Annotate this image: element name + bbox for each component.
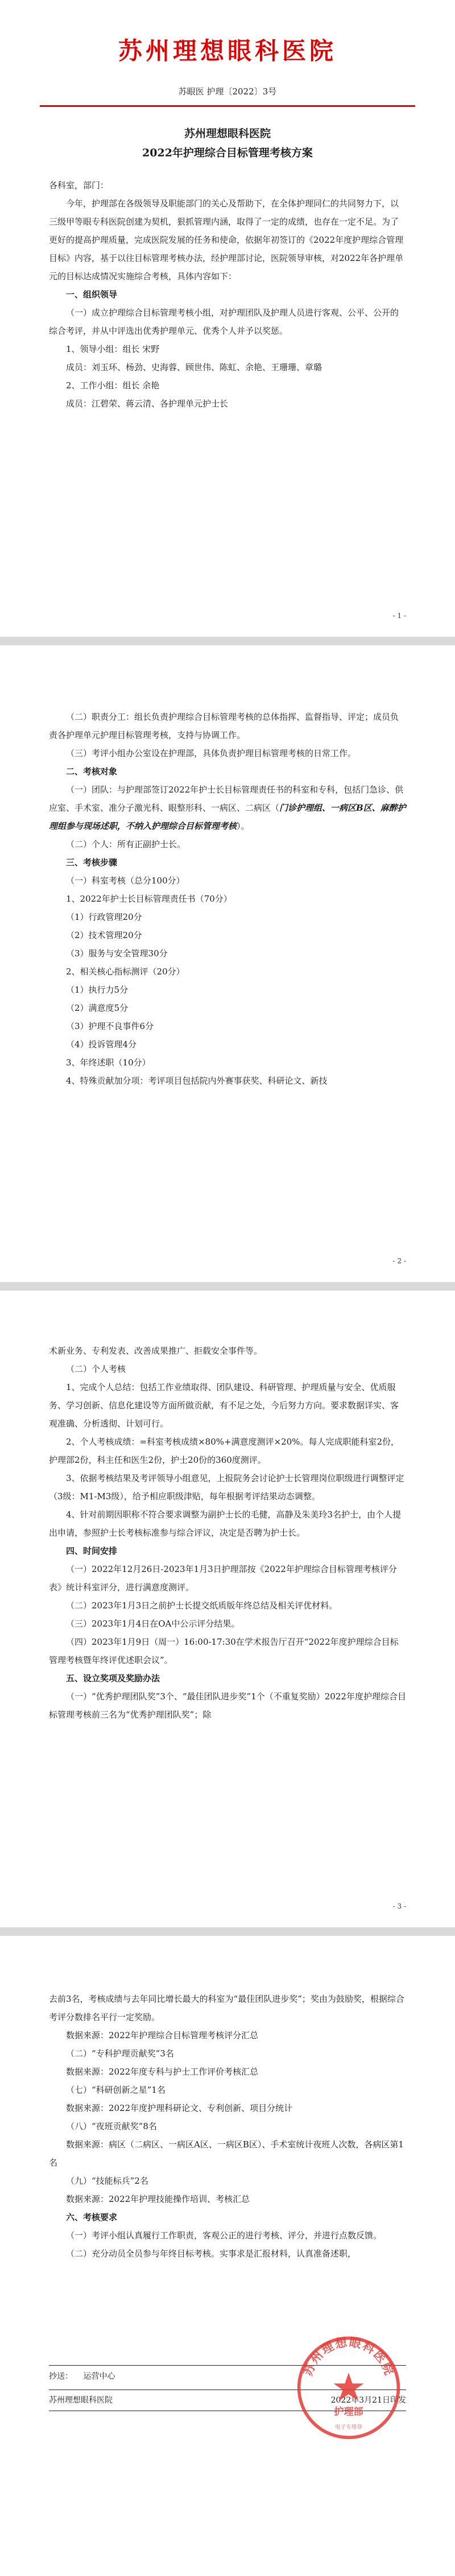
paragraph: 4、特殊贡献加分项：考评项目包括院内外赛事获奖、科研论文、新技 xyxy=(66,1076,328,1086)
paragraph: （一）考评小组认真履行工作职责，客观公正的进行考核、评分，并进行点数反馈。 xyxy=(66,2230,382,2241)
official-seal-icon xyxy=(295,2334,403,2442)
paragraph: （三）2023年1月4日在OA中公示评分结果。 xyxy=(66,1619,240,1629)
paragraph: （二）充分动员全员参与年终目标考核。实事求是汇报材料，认真准备述职， xyxy=(66,2249,357,2259)
hospital-name-heading: 苏州理想眼科医院 xyxy=(118,37,337,65)
paragraph: （二）个人：所有正副护士长。 xyxy=(66,839,186,849)
paragraph: 数据来源：病区（二病区、一病区A区、一病区B区）、手术室统计夜班人次数，各病区第1名 xyxy=(49,2139,404,2168)
paragraph: （七）“科研创新之星”1名 xyxy=(66,2085,166,2095)
paragraph: （三）考评小组办公室设在护理部，具体负责护理目标管理考核的日常工作。 xyxy=(66,748,357,758)
paragraph: （二）“专科护理贡献奖”3名 xyxy=(66,2048,174,2059)
paragraph: （二）个人考核 xyxy=(66,1364,126,1374)
paragraph: （3）服务与安全管理30分 xyxy=(66,948,168,959)
paragraph: （2）满意度5分 xyxy=(66,1003,129,1013)
paragraph: 数据来源：2022年度护理科研论文、专利创新、项目分统计 xyxy=(66,2103,293,2113)
paragraph: 2、个人考核成绩：=科室考核成绩×80%+满意度测评×20%。每人完成职能科室2份，护理部2份，科主任和医生2份，护士20份的360度测评。 xyxy=(49,1437,400,1465)
paragraph: 1、完成个人总结：包括工作业绩取得、团队建设、科研管理、护理质量与安全、优质服务、学习创新、信息化建设等方面所做贡献，有不足之处，今后努力方向。要求数据详实、客观准确、分析透彻、计划可行。 xyxy=(49,1382,399,1429)
emphasized-text: 门诊护理组、一病区B区、麻醉护理组参与现场述职，不纳入护理综合目标管理考核 xyxy=(49,803,406,831)
document-page-1 xyxy=(0,0,455,637)
cc-value: 运营中心 xyxy=(83,2372,115,2381)
paragraph: 数据来源：2022年护理技能操作培训、考核汇总 xyxy=(66,2194,250,2204)
paragraph: （一）2022年12月26日-2023年1月3日护理部按《2022年护理综合目标管理考核评分表》统计科室评分，进行满意度测评。 xyxy=(49,1564,397,1592)
section-heading-4: 四、时间安排 xyxy=(66,1546,118,1556)
paragraph: （3）护理不良事件6分 xyxy=(66,1021,154,1031)
paragraph: 成员：刘玉环、杨劲、史海蓉、顾世伟、陈虹、余艳、王珊珊、章璐 xyxy=(66,362,322,372)
page-number: - 1 - xyxy=(392,612,406,620)
section-heading-5: 五、设立奖项及奖励办法 xyxy=(66,1673,160,1683)
paragraph: （1）行政管理20分 xyxy=(66,912,142,922)
paragraph: 术新业务、专利发表、改善成果推广、拒载安全事件等。 xyxy=(49,1346,263,1356)
document-page-2 xyxy=(0,645,455,1282)
paragraph: 2、工作小组：组长 余艳 xyxy=(66,380,160,391)
section-heading-1: 一、组织领导 xyxy=(66,289,118,300)
paragraph: 数据来源：2022年护理综合目标管理考核评分汇总 xyxy=(66,2030,259,2040)
page-number: - 2 - xyxy=(392,1257,406,1265)
text-span: ）。 xyxy=(237,821,250,831)
paragraph: （四）2023年1月9日（周一）16:00-17:30在学术报告厅召开“2022年度护理综合目标管理考核暨年终评优述职会议”。 xyxy=(49,1637,399,1665)
paragraph: 3、依据考核结果及考评领导小组意见，上报院务会讨论护士长管理岗位职级进行调整评定（3级：M1-M3级），给予相应职级津贴，每年根据考评结果动态调整。 xyxy=(49,1473,404,1501)
page-number: - 3 - xyxy=(392,1902,406,1910)
paragraph: 数据来源：2022年度专科与护士工作评价考核汇总 xyxy=(66,2067,259,2077)
paragraph: （八）“夜班贡献奖”8名 xyxy=(66,2121,157,2131)
red-divider xyxy=(40,105,415,107)
intro-paragraph: 今年，护理部在各级领导及职能部门的关心及帮助下，在全体护理同仁的共同努力下，以三级甲等眼专科医院创建为契机，狠抓管理内涵，取得了一定的成绩，也存在一定不足。为了更好的提高护理质量，完成医院发展的任务和使命，依据年初签订的《2022年度护理综合管理目标》内容，基于以往目标管理考核办法，经护理部讨论，医院领导审核，对2022年各护理单元的目标达成情况实施综合考核，具体内容如下： xyxy=(49,198,404,281)
document-page-4 xyxy=(0,1936,455,2576)
cc-label: 抄送： xyxy=(49,2372,73,2381)
section-heading-3: 三、考核步骤 xyxy=(66,857,118,868)
paragraph: （1）执行力5分 xyxy=(66,985,129,995)
svg-text:电子专用章: 电子专用章 xyxy=(335,2424,362,2431)
document-number: 苏眼医 护理〔2022〕3号 xyxy=(178,86,277,97)
paragraph: 去前3名，考核成绩与去年同比增长最大的科室为“最佳团队进步奖”；奖由为鼓励奖，根据综合考评分数排名平行一定奖励。 xyxy=(49,1994,404,2022)
footer-date: 2022年3月21日印发 xyxy=(330,2396,406,2405)
paragraph: 4、针对前期因职称不符合要求调整为副护士长的毛健，高静及朱美玲3名护士，由个人提出申请，参照护士长考核标准参与综合评议，决定是否聘为护士长。 xyxy=(49,1509,402,1538)
paragraph: （4）投诉管理4分 xyxy=(66,1039,137,1050)
title-organization: 苏州理想眼科医院 xyxy=(184,127,271,140)
section-heading-6: 六、考核要求 xyxy=(66,2212,118,2222)
salutation: 各科室，部门： xyxy=(49,180,109,190)
paragraph: （2）技术管理20分 xyxy=(66,930,142,940)
svg-text:苏州理想眼科医院: 苏州理想眼科医院 xyxy=(300,2334,397,2378)
paragraph: 成员：江碧荣、蒋云清、各护理单元护士长 xyxy=(66,399,229,409)
footer-organization: 苏州理想眼科医院 xyxy=(49,2396,113,2405)
document-title: 2022年护理综合目标管理考核方案 xyxy=(142,147,313,159)
document-page-3 xyxy=(0,1291,455,1927)
paragraph: 3、年终述职（10分） xyxy=(66,1057,151,1068)
paragraph: （九）“技能标兵”2名 xyxy=(66,2176,148,2186)
paragraph: 1、领导小组：组长 宋野 xyxy=(66,344,160,354)
paragraph: （一）成立护理综合目标管理考核小组，对护理团队及护理人员进行客观、公平、公开的综合考评，并从中评选出优秀护理单元、优秀个人并予以奖惩。 xyxy=(49,308,399,336)
paragraph: 2、相关核心指标测评（20分） xyxy=(66,966,185,977)
paragraph: （一）科室考核（总分100分） xyxy=(66,876,185,886)
svg-text:护理部: 护理部 xyxy=(334,2406,363,2418)
paragraph: （二）职责分工：组长负责护理综合目标管理考核的总体指挥、监督指导、评定；成员负责各护理单元护理目标管理考核，支持与协调工作。 xyxy=(49,712,399,740)
paragraph xyxy=(49,781,406,835)
paragraph: （一）“优秀护理团队奖”3个、“最佳团队进步奖”1个（不重复奖励）2022年度护理综合目标管理考核前三名为“优秀护理团队奖”；除 xyxy=(49,1691,406,1720)
section-heading-2: 二、考核对象 xyxy=(66,766,118,777)
text-span: （一）团队：与护理部签订2022年护士长目标管理责任书的科室和专科，包括门急诊、供应室、手术室、准分子激光科、眼整形科、一病区、二病区（ xyxy=(49,785,404,813)
paragraph: 1、2022年护士长目标管理责任书（70分） xyxy=(66,894,232,904)
paragraph: （二）2023年1月3日之前护士长提交纸质版年终总结及相关评优材料。 xyxy=(66,1600,338,1611)
